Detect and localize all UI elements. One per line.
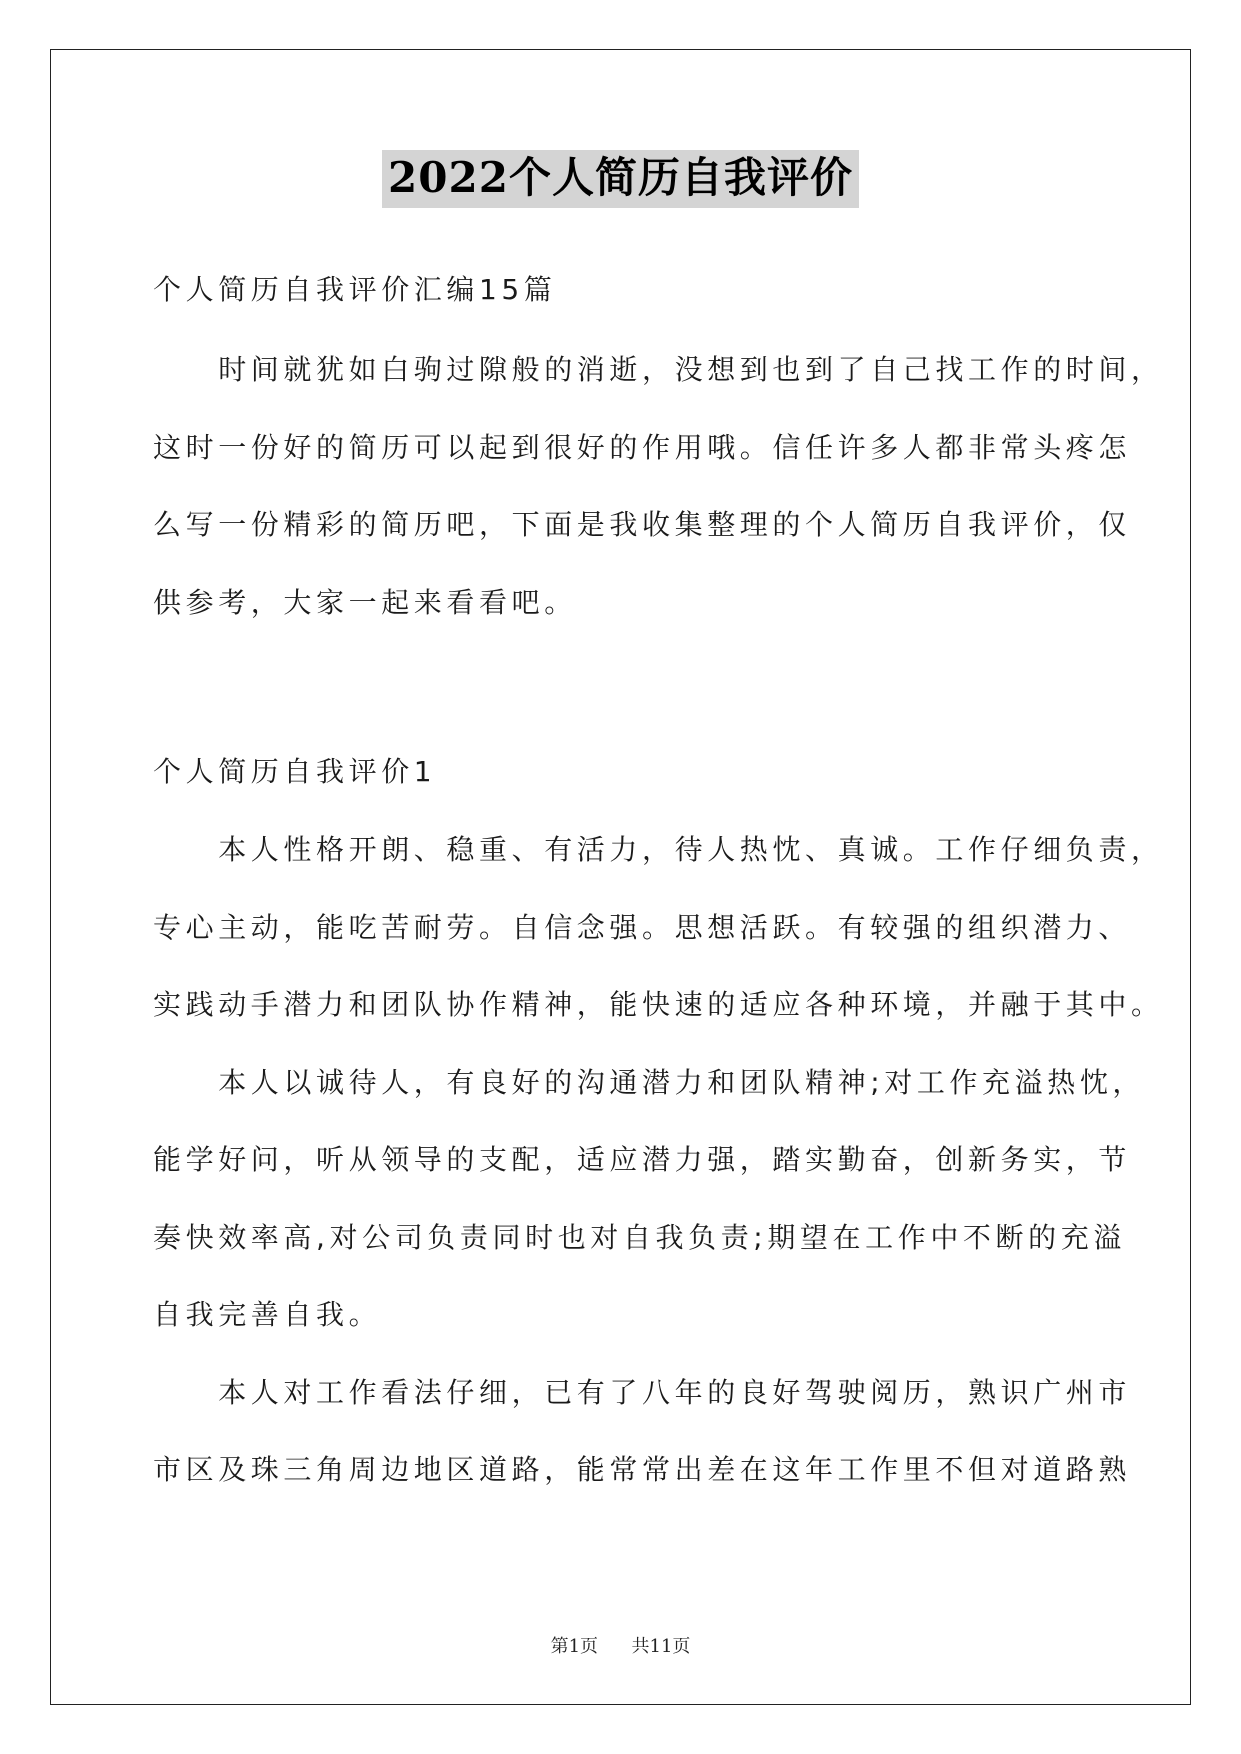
- paragraph-line: 奏快效率高,对公司负责同时也对自我负责;期望在工作中不断的充溢: [153, 1220, 1126, 1254]
- page-footer: [0, 1632, 1241, 1658]
- paragraph-line: 时间就犹如白驹过隙般的消逝，没想到也到了自己找工作的时间，: [153, 353, 1164, 386]
- body-paragraphs: [153, 811, 1164, 1509]
- paragraph-line: 么写一份精彩的简历吧，下面是我收集整理的个人简历自我评价，仅: [153, 508, 1132, 541]
- paragraph-line: 实践动手潜力和团队协作精神，能快速的适应各种环境，并融于其中。: [153, 988, 1164, 1021]
- paragraph-line: 市区及珠三角周边地区道路，能常常出差在这年工作里不但对道路熟: [153, 1453, 1132, 1486]
- intro-paragraph: [153, 331, 1164, 641]
- document-subtitle: [153, 251, 1113, 329]
- title-container: [0, 150, 1241, 208]
- paragraph-line: 本人对工作看法仔细，已有了八年的良好驾驶阅历，熟识广州市: [153, 1375, 1132, 1409]
- page-number: 第1页: [550, 1636, 599, 1657]
- paragraph-line: 能学好问，听从领导的支配，适应潜力强，踏实勤奋，创新务实，节: [153, 1143, 1132, 1176]
- section-heading: [153, 733, 1113, 811]
- paragraph-line: 供参考，大家一起来看看吧。: [153, 585, 577, 619]
- page-total: 共11页: [631, 1636, 691, 1657]
- section-heading-line: 个人简历自我评价1: [153, 755, 437, 788]
- paragraph-line: 本人性格开朗、稳重、有活力，待人热忱、真诚。工作仔细负责，: [153, 833, 1164, 866]
- subtitle-line: 个人简历自我评价汇编15篇: [153, 273, 557, 306]
- paragraph-line: 自我完善自我。: [153, 1298, 382, 1331]
- paragraph-line: 这时一份好的简历可以起到很好的作用哦。信任许多人都非常头疼怎: [153, 430, 1132, 464]
- document-title: 2022个人简历自我评价: [382, 150, 859, 208]
- paragraph-line: 专心主动，能吃苦耐劳。自信念强。思想活跃。有较强的组织潜力、: [153, 910, 1132, 944]
- paragraph-line: 本人以诚待人，有良好的沟通潜力和团队精神;对工作充溢热忱，: [153, 1065, 1146, 1099]
